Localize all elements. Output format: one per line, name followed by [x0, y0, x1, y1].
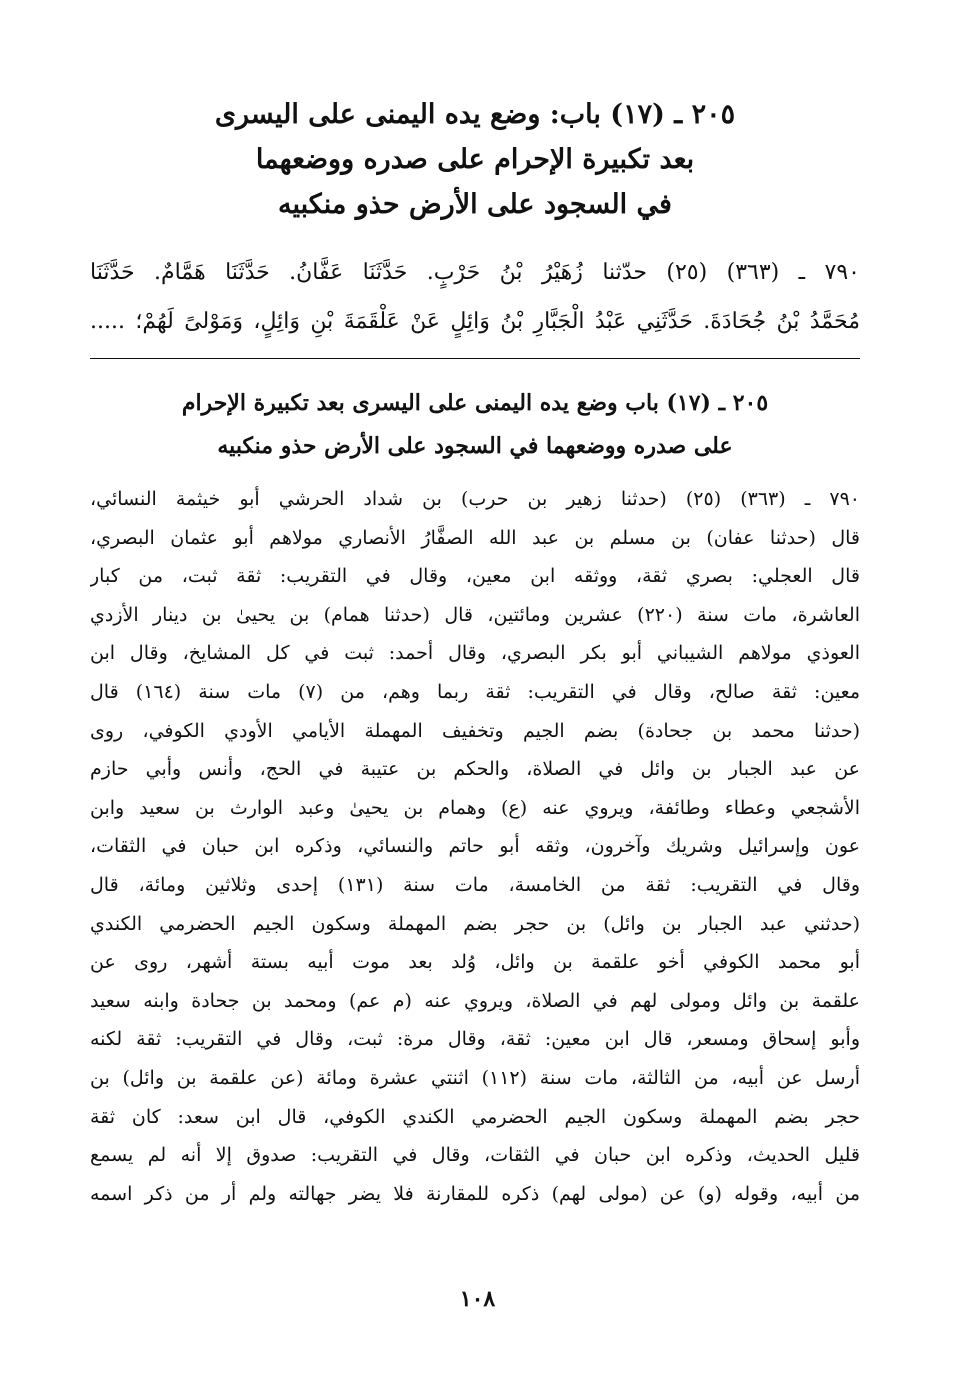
commentary-line: العاشرة، مات سنة (٢٢٠) عشرين ومائتين، قال (حدثنا همام) بن يحيىٰ بن دينار الأزدي [90, 603, 860, 626]
commentary-line: وأبو إسحاق ومسعر، قال ابن معين: ثقة، وقال مرة: ثبت، وقال في التقريب: ثقة لكنه [90, 1028, 860, 1051]
hadith-line: ٧٩٠ ـ (٣٦٣) (٢٥) حدّثنا زُهَيْرُ بْنُ حَرْبٍ. حَدَّثَنَا عَفَّانُ. حَدَّثَنَا هَمَّامٌ. حَدَّثَنَا [90, 260, 860, 285]
commentary-line: معين: ثقة صالح، وقال في التقريب: ثقة ربما وهم، من (٧) مات سنة (١٦٤) قال [90, 680, 860, 703]
commentary-line: قال (حدثنا عفان) بن مسلم بن عبد الله الصفَّارُ الأنصاري مولاهم أبو عثمان البصري، [90, 526, 860, 549]
page-number: ١٠٨ [459, 1286, 496, 1312]
chapter-title-line: في السجود على الأرض حذو منكبيه [278, 189, 672, 220]
chapter-title [90, 92, 860, 227]
commentary-title-line: على صدره ووضعهما في السجود على الأرض حذو منكبيه [217, 433, 733, 459]
commentary-line: حجر بضم المهملة وسكون الجيم الحضرمي الكندي الكوفي، قال ابن سعد: كان ثقة [90, 1105, 860, 1128]
commentary-line: العوذي مولاهم الشيباني أبو بكر البصري، وقال أحمد: ثبت في كل المشايخ، وقال ابن [90, 642, 860, 665]
commentary-line: قال العجلي: بصري ثقة، ووثقه ابن معين، وقال في التقريب: ثقة ثبت، من كبار [90, 565, 860, 588]
commentary-line: أبو محمد الكوفي أخو علقمة بن وائل، وُلد بعد موت أبيه بستة أشهر، روى عن [90, 951, 860, 974]
commentary-line: أرسل عن أبيه، من الثالثة، مات سنة (١١٢) اثنتي عشرة ومائة (عن علقمة بن وائل) بن [90, 1066, 860, 1089]
commentary-text [90, 480, 860, 1213]
commentary-line: من أبيه، وقوله (و) عن (مولى لهم) ذكره للمقارنة فلا يضر جهالته ولم أر من ذكر اسمه [90, 1182, 860, 1205]
commentary-line: وقال في التقريب: ثقة من الخامسة، مات سنة (١٣١) إحدى وثلاثين ومائة، قال [90, 873, 860, 896]
commentary-line: عن عبد الجبار بن وائل في الصلاة، والحكم بن عتيبة في الحج، وأنس وأبي حازم [90, 758, 860, 781]
commentary-line: قليل الحديث، وذكره ابن حبان في الثقات، وقال في التقريب: صدوق إلا أنه لم يسمع [90, 1144, 860, 1167]
commentary-line: ٧٩٠ ـ (٣٦٣) (٢٥) (حدثنا زهير بن حرب) بن شداد الحرشي أبو خيثمة النسائي، [90, 488, 860, 510]
hadith-text [90, 248, 860, 346]
commentary-line: الأشجعي وعطاء وطائفة، ويروي عنه (ع) وهمام بن يحيىٰ وعبد الوارث بن سعيد وابن [90, 796, 860, 819]
section-divider [90, 358, 860, 359]
chapter-title-line: ٢٠٥ ـ (١٧) باب: وضع يده اليمنى على اليسرى [214, 99, 736, 130]
commentary-line: (حدثني عبد الجبار بن وائل) بن حجر بضم المهملة وسكون الجيم الحضرمي الكندي [90, 912, 860, 935]
commentary-title-line: ٢٠٥ ـ (١٧) باب وضع يده اليمنى على اليسرى بعد تكبيرة الإحرام [181, 390, 769, 416]
commentary-line: عون وإسرائيل وشريك وآخرون، وثقه أبو حاتم والنسائي، وذكره ابن حبان في الثقات، [90, 835, 860, 858]
commentary-line: (حدثنا محمد بن جحادة) بضم الجيم وتخفيف المهملة الأيامي الأودي الكوفي، روى [90, 719, 860, 742]
commentary-line: علقمة بن وائل ومولى لهم في الصلاة، ويروي عنه (م عم) ومحمد بن جحادة وابنه سعيد [90, 989, 860, 1012]
chapter-title-line: بعد تكبيرة الإحرام على صدره ووضعهما [255, 144, 695, 175]
hadith-line: مُحَمَّدُ بْنُ جُحَادَةَ. حَدَّثَنِي عَبْدُ الْجَبَّارِ بْنُ وَائِلٍ عَنْ عَلْقَمَةَ بْنِ وَائِلٍ، وَمَوْلىً لَهُمْ؛ ..... [90, 309, 860, 334]
commentary-title [90, 382, 860, 468]
